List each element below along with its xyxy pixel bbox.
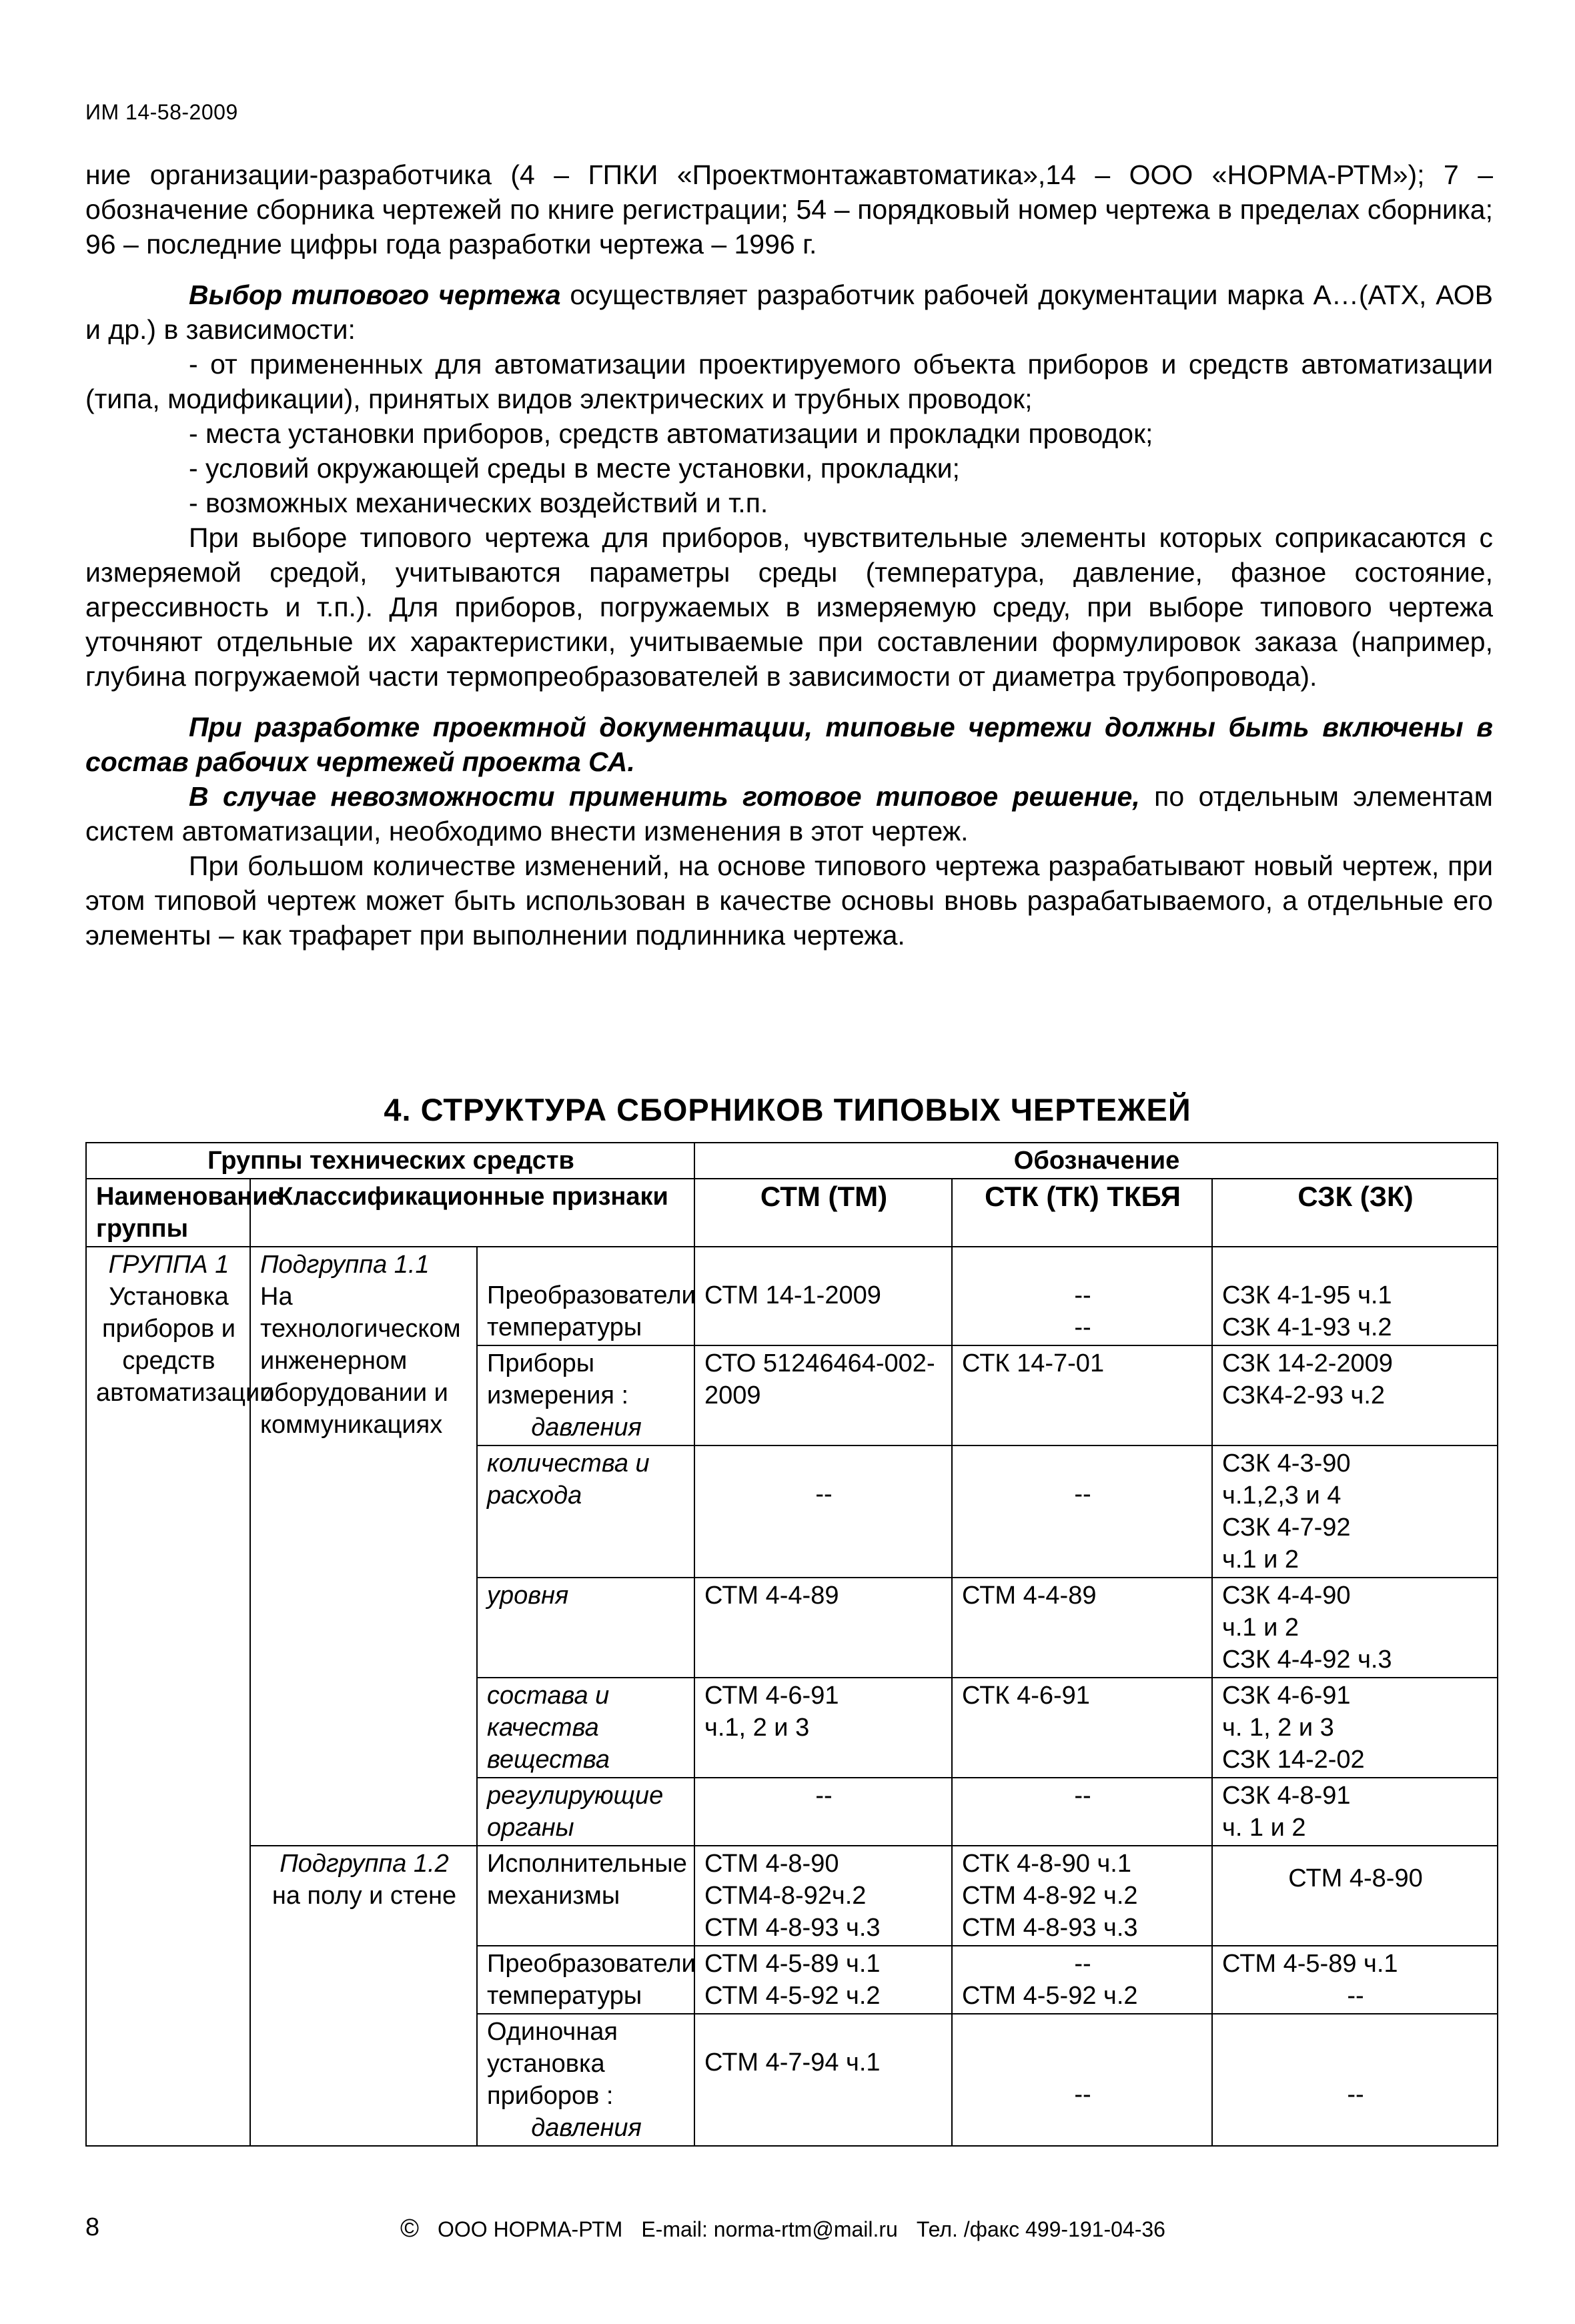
szk-cell xyxy=(1212,1678,1498,1778)
paragraph-criteria-4: - возможных механических воздействий и т.п. xyxy=(189,488,768,518)
szk-value: ч.1 и 2 xyxy=(1222,1546,1299,1574)
feature-subtype: состава и качества вещества xyxy=(487,1682,610,1774)
footer xyxy=(400,2215,1184,2243)
feature-text: Преобразователи температуры xyxy=(487,1950,696,2010)
szk-value: ч.1 и 2 xyxy=(1222,1614,1299,1642)
selection-heading: Выбор типового чертежа xyxy=(189,279,561,310)
szk-value: ч. 1 и 2 xyxy=(1222,1814,1306,1842)
feature-cell xyxy=(477,1678,694,1778)
subgroup-name: на полу и стене xyxy=(272,1882,457,1910)
szk-cell xyxy=(1212,1946,1498,2014)
stm-value: СТМ 4-8-90 xyxy=(704,1850,839,1878)
footer-email: E-mail: norma-rtm@mail.ru xyxy=(641,2217,898,2241)
stk-value: -- xyxy=(1074,2081,1091,2109)
stm-value: -- xyxy=(815,1480,833,1508)
stm-cell xyxy=(694,1247,952,1345)
subgroup-name: На технологическом инженерном оборудовании и коммуникациях xyxy=(260,1283,461,1439)
stk-cell xyxy=(952,1778,1212,1846)
szk-cell xyxy=(1212,1247,1498,1345)
document-code-header: ИМ 14-58-2009 xyxy=(85,100,238,124)
szk-cell xyxy=(1212,1578,1498,1678)
stk-value: -- xyxy=(1074,1950,1091,1978)
stm-cell xyxy=(694,2014,952,2146)
szk-cell xyxy=(1212,1445,1498,1578)
stm-value: -- xyxy=(815,1782,833,1810)
paragraph-selection xyxy=(85,277,1493,347)
szk-value: -- xyxy=(1347,2081,1364,2109)
stk-cell xyxy=(952,1578,1212,1678)
stm-value: СТМ 4-6-91 xyxy=(704,1682,839,1710)
feature-cell xyxy=(477,1946,694,2014)
stk-cell xyxy=(952,1345,1212,1445)
stm-value: ч.1, 2 и 3 xyxy=(704,1714,810,1742)
feature-subtype: количества и расхода xyxy=(487,1449,650,1510)
stk-cell xyxy=(952,1678,1212,1778)
feature-cell xyxy=(477,1445,694,1578)
stk-value: СТМ 4-4-89 xyxy=(962,1582,1097,1610)
group-name: Установка приборов и средств автоматизации xyxy=(96,1283,274,1407)
drawings-structure-table xyxy=(85,1142,1498,2147)
szk-value: СЗК4-2-93 ч.2 xyxy=(1222,1381,1386,1409)
szk-value: ч.1,2,3 и 4 xyxy=(1222,1482,1342,1510)
szk-value: СЗК 4-4-92 ч.3 xyxy=(1222,1646,1392,1674)
footer-company: ООО НОРМА-РТМ xyxy=(438,2217,623,2241)
header-classification: Классификационные признаки xyxy=(250,1179,694,1247)
stm-cell xyxy=(694,1578,952,1678)
feature-subtype: давления xyxy=(531,2114,642,2142)
stk-value: -- xyxy=(1074,1313,1091,1341)
stm-value: СТМ 4-5-89 ч.1 xyxy=(704,1950,881,1978)
stm-value: СТМ 4-8-93 ч.3 xyxy=(704,1914,881,1942)
stk-value: -- xyxy=(1074,1782,1091,1810)
header-group-name: Наименование группы xyxy=(86,1179,250,1247)
feature-subtype: давления xyxy=(531,1413,642,1441)
feature-cell xyxy=(477,1778,694,1846)
stm-cell xyxy=(694,1778,952,1846)
stm-cell xyxy=(694,1345,952,1445)
stk-value: СТМ 4-8-92 ч.2 xyxy=(962,1882,1138,1910)
body-text xyxy=(85,157,1493,953)
group-cell xyxy=(86,1247,274,2146)
header-groups: Группы технических средств xyxy=(86,1143,694,1179)
modification-heading: В случае невозможности применить готовое типовое решение, xyxy=(189,781,1140,812)
szk-cell xyxy=(1212,1345,1498,1445)
szk-cell xyxy=(1212,2014,1498,2146)
stm-cell xyxy=(694,1946,952,2014)
szk-value: СЗК 4-1-95 ч.1 xyxy=(1222,1281,1392,1309)
stm-value: СТМ4-8-92ч.2 xyxy=(704,1882,867,1910)
feature-cell xyxy=(477,1345,694,1445)
paragraph-requirement: При разработке проектной документации, типовые чертежи должны быть включены в состав рабочих чертежей проекта СА. xyxy=(85,712,1493,777)
paragraph-sensor-selection: При выборе типового чертежа для приборов, чувствительные элементы которых соприкасаются с измеряемой средой, учитываются параметры среды (температура, давление, фазное состояние, агрессивность и т.п.). Для приборов, погружаемых в измеряемую среду, при выборе типового чертежа уточняют отдельные их характеристики, учитываемые при составлении формулировок заказа (например, глубина погружаемой части термопреобразователей в зависимости от диаметра трубопровода). xyxy=(85,522,1493,692)
table-body xyxy=(86,1247,1498,2146)
footer-phone: Тел. /факс 499-191-04-36 xyxy=(916,2217,1165,2241)
feature-text: Приборы измерения : xyxy=(487,1349,629,1409)
paragraph-criteria-2: - места установки приборов, средств автоматизации и прокладки проводок; xyxy=(189,418,1153,449)
table-header-row-1 xyxy=(86,1143,1498,1179)
stk-value: -- xyxy=(1074,1281,1091,1309)
header-stk: СТК (ТК) ТКБЯ xyxy=(952,1179,1212,1247)
stk-value: СТМ 4-5-92 ч.2 xyxy=(962,1982,1138,2010)
subgroup-label: Подгруппа 1.1 xyxy=(260,1251,430,1279)
header-stm: СТМ (ТМ) xyxy=(694,1179,952,1247)
szk-value: СТМ 4-5-89 ч.1 xyxy=(1222,1950,1398,1978)
stk-cell xyxy=(952,1946,1212,2014)
stk-value: СТК 14-7-01 xyxy=(962,1349,1105,1377)
stm-cell xyxy=(694,1846,952,1946)
stm-value: СТМ 4-4-89 xyxy=(704,1582,839,1610)
copyright-icon: © xyxy=(400,2215,419,2243)
stk-value: СТК 4-6-91 xyxy=(962,1682,1090,1710)
stm-value: СТО 51246464-002-2009 xyxy=(704,1349,935,1409)
header-designation: Обозначение xyxy=(694,1143,1498,1179)
table-row xyxy=(86,1846,1498,1946)
stm-cell xyxy=(694,1678,952,1778)
feature-cell xyxy=(477,1247,694,1345)
table-row xyxy=(86,1247,1498,1345)
stm-value: СТМ 4-5-92 ч.2 xyxy=(704,1982,881,2010)
feature-text: Одиночная установка приборов : xyxy=(487,2018,618,2110)
feature-subtype: уровня xyxy=(487,1582,569,1610)
group-label: ГРУППА 1 xyxy=(108,1251,229,1279)
szk-cell xyxy=(1212,1778,1498,1846)
szk-value: СЗК 4-4-90 xyxy=(1222,1582,1351,1610)
stk-value: СТК 4-8-90 ч.1 xyxy=(962,1850,1131,1878)
feature-cell xyxy=(477,2014,694,2146)
stk-cell xyxy=(952,1247,1212,1345)
feature-text: Исполнительные механизмы xyxy=(487,1850,687,1910)
stm-value: СТМ 14-1-2009 xyxy=(704,1281,881,1309)
szk-cell xyxy=(1212,1846,1498,1946)
szk-value: ч. 1, 2 и 3 xyxy=(1222,1714,1334,1742)
modification-text: по отдельным элементам систем автоматизации, необходимо внести изменения в этот чертеж. xyxy=(85,781,1493,846)
stm-cell xyxy=(694,1445,952,1578)
feature-cell xyxy=(477,1578,694,1678)
szk-value: СЗК 4-6-91 xyxy=(1222,1682,1351,1710)
szk-value: СЗК 4-7-92 xyxy=(1222,1514,1351,1542)
subgroup-cell xyxy=(250,1247,477,1846)
stk-cell xyxy=(952,1846,1212,1946)
stm-value: СТМ 4-7-94 ч.1 xyxy=(704,2049,881,2077)
table-title: 4. СТРУКТУРА СБОРНИКОВ ТИПОВЫХ ЧЕРТЕЖЕЙ xyxy=(384,1092,1191,1127)
szk-value: СЗК 4-8-91 xyxy=(1222,1782,1351,1810)
selection-text: осуществляет разработчик рабочей документации марка А…(АТХ, АОВ и др.) в зависимости: xyxy=(85,279,1493,345)
table-header-row-2 xyxy=(86,1179,1498,1247)
header-szk: СЗК (ЗК) xyxy=(1212,1179,1498,1247)
paragraph-modification xyxy=(85,779,1493,848)
szk-value: СЗК 4-1-93 ч.2 xyxy=(1222,1313,1392,1341)
stk-cell xyxy=(952,1445,1212,1578)
feature-subtype: регулирующие органы xyxy=(487,1782,664,1842)
feature-cell xyxy=(477,1846,694,1946)
stk-value: -- xyxy=(1074,1480,1091,1508)
paragraph-criteria-1: - от примененных для автоматизации проектируемого объекта приборов и средств автоматизации (типа, модификации), принятых видов электрических и трубных проводок; xyxy=(85,349,1493,414)
subgroup-cell xyxy=(250,1846,477,2146)
stk-value: СТМ 4-8-93 ч.3 xyxy=(962,1914,1138,1942)
szk-value: СЗК 4-3-90 xyxy=(1222,1449,1351,1478)
stk-cell xyxy=(952,2014,1212,2146)
page-number: 8 xyxy=(85,2213,100,2241)
paragraph-criteria-3: - условий окружающей среды в месте установки, прокладки; xyxy=(189,453,960,484)
paragraph-new-drawing: При большом количестве изменений, на основе типового чертежа разрабатывают новый чертеж, при этом типовой чертеж может быть использован в качестве основы вновь разрабатываемого, а отдельные его элементы – как трафарет при выполнении подлинника чертежа. xyxy=(85,850,1493,951)
subgroup-label: Подгруппа 1.2 xyxy=(280,1850,449,1878)
paragraph-designation-continued: ние организации-разработчика (4 – ГПКИ «Проектмонтажавтоматика»,14 – ООО «НОРМА-РТМ»); 7 – обозначение сборника чертежей по книге регистрации; 54 – порядковый номер чертежа в пределах сборника; 96 – последние цифры года разработки чертежа – 1996 г. xyxy=(85,159,1493,259)
szk-value: СЗК 14-2-02 xyxy=(1222,1746,1365,1774)
szk-value: СТМ 4-8-90 xyxy=(1288,1864,1423,1892)
feature-text: Преобразователи температуры xyxy=(487,1281,696,1341)
szk-value: СЗК 14-2-2009 xyxy=(1222,1349,1393,1377)
szk-value: -- xyxy=(1347,1982,1364,2010)
